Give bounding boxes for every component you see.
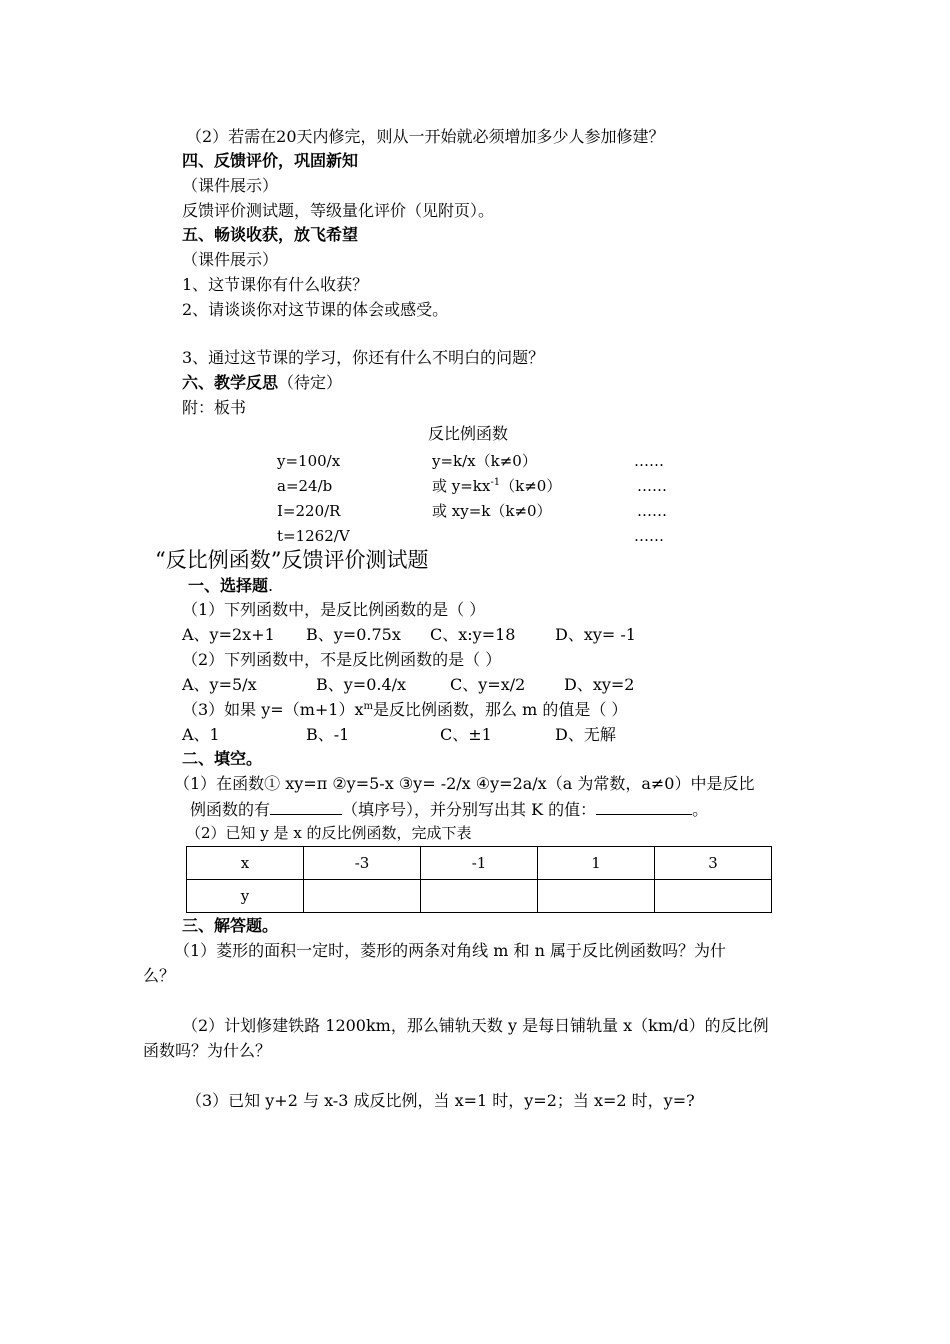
board-left-1: y=100/x: [277, 452, 341, 470]
section-6-tail: （待定）: [278, 373, 343, 392]
choice-question-3: （3）如果 $y=(m+1)x^m$是反比例函数，那么 m 的值是（ ）: [182, 700, 628, 719]
answer-question-1-line-1: （1）菱形的面积一定时，菱形的两条对角线 m 和 n 属于反比例函数吗？为什: [174, 941, 727, 960]
option-a: A、y=2x+1: [182, 625, 275, 644]
option-b: B、y=0.75x: [306, 625, 401, 644]
board-formula-3: 或 xy=k（k≠0）: [432, 502, 552, 520]
answer-question-2-line-2: 函数吗？为什么？: [143, 1041, 272, 1060]
option-a: A、1: [182, 725, 220, 744]
board-formula-1: y=k/x（k≠0）: [432, 452, 537, 470]
value-table: [186, 846, 772, 913]
test-section-2: 二、填空。: [182, 749, 263, 768]
section-4-note: （课件展示）: [182, 176, 279, 195]
test-section-3: 三、解答题。: [182, 916, 279, 935]
board-dots-3: ……: [637, 502, 667, 520]
section-4-text: 反馈评价测试题，等级量化评价（见附页）。: [182, 201, 495, 220]
option-a: A、y=5/x: [182, 675, 257, 694]
section-5-question-3: 3、通过这节课的学习，你还有什么不明白的问题？: [182, 348, 545, 367]
answer-question-1-line-2: 么？: [143, 966, 176, 985]
choice-question-2: （2）下列函数中，不是反比例函数的是（ ）: [182, 650, 502, 669]
fill-question-1-line-2: 例函数的有 （填序号），并分别写出其 K 的值： 。: [190, 800, 709, 819]
section-6-line: [182, 372, 342, 394]
option-d: D、xy= -1: [555, 625, 636, 644]
table-row: [187, 847, 772, 880]
table-cell-y[interactable]: [538, 880, 655, 913]
table-cell-y[interactable]: [304, 880, 421, 913]
option-c: C、y=x/2: [450, 675, 526, 694]
table-header-x: x: [187, 847, 304, 880]
section-6-heading: 六、教学反思: [182, 373, 279, 392]
option-b: B、-1: [306, 725, 350, 744]
option-c: C、±1: [440, 725, 492, 744]
test-title: “反比例函数”反馈评价测试题: [155, 548, 429, 572]
option-d: D、无解: [555, 725, 616, 744]
table-cell-y[interactable]: [421, 880, 538, 913]
board-formula-2: 或 $y=kx^{-1}(k\ne 0)$: [432, 477, 562, 495]
table-cell-x: -3: [304, 847, 421, 880]
table-header-y: y: [187, 880, 304, 913]
section-4-heading: 四、反馈评价，巩固新知: [182, 151, 359, 170]
section-5-question-2: 2、请谈谈你对这节课的体会或感受。: [182, 300, 449, 319]
board-dots-1: ……: [634, 452, 664, 470]
fill-question-1-line-1: （1）在函数① xy=π ②y=5-x ③y= -2/x ④y=2a/x（a 为常数，a≠0）中是反比: [174, 774, 755, 793]
table-cell-x: -1: [421, 847, 538, 880]
answer-blank-1[interactable]: [270, 798, 342, 815]
table-cell-x: 1: [538, 847, 655, 880]
board-title: 反比例函数: [428, 424, 509, 443]
choice-question-1: （1）下列函数中，是反比例函数的是（ ）: [182, 600, 486, 619]
board-left-4: t=1262/V: [277, 527, 350, 545]
section-5-note: （课件展示）: [182, 250, 279, 269]
board-left-2: a=24/b: [277, 477, 333, 495]
option-d: D、xy=2: [564, 675, 635, 694]
section-5-heading: 五、畅谈收获，放飞希望: [182, 225, 359, 244]
answer-question-2-line-1: （2）计划修建铁路 1200km，那么铺轨天数 y 是每日铺轨量 x（km/d）的反比例: [182, 1016, 769, 1035]
answer-blank-2[interactable]: [596, 798, 692, 815]
answer-question-3: （3）已知 y+2 与 x-3 成反比例，当 x=1 时，y=2；当 x=2 时，y=?: [186, 1091, 695, 1110]
section-5-question-1: 1、这节课你有什么收获？: [182, 275, 369, 294]
appendix-label: 附：板书: [182, 398, 247, 417]
board-left-3: I=220/R: [277, 502, 341, 520]
option-c: C、x:y=18: [430, 625, 516, 644]
fill-question-2: （2）已知 y 是 x 的反比例函数，完成下表: [186, 824, 472, 842]
table-cell-x: 3: [655, 847, 772, 880]
board-dots-4: ……: [634, 527, 664, 545]
board-dots-2: ……: [637, 477, 667, 495]
table-row: [187, 880, 772, 913]
table-cell-y[interactable]: [655, 880, 772, 913]
question-2-line: （2）若需在20天内修完，则从一开始就必须增加多少人参加修建？: [186, 127, 665, 146]
option-b: B、y=0.4/x: [316, 675, 407, 694]
test-section-1: 一、选择题.: [188, 576, 274, 595]
